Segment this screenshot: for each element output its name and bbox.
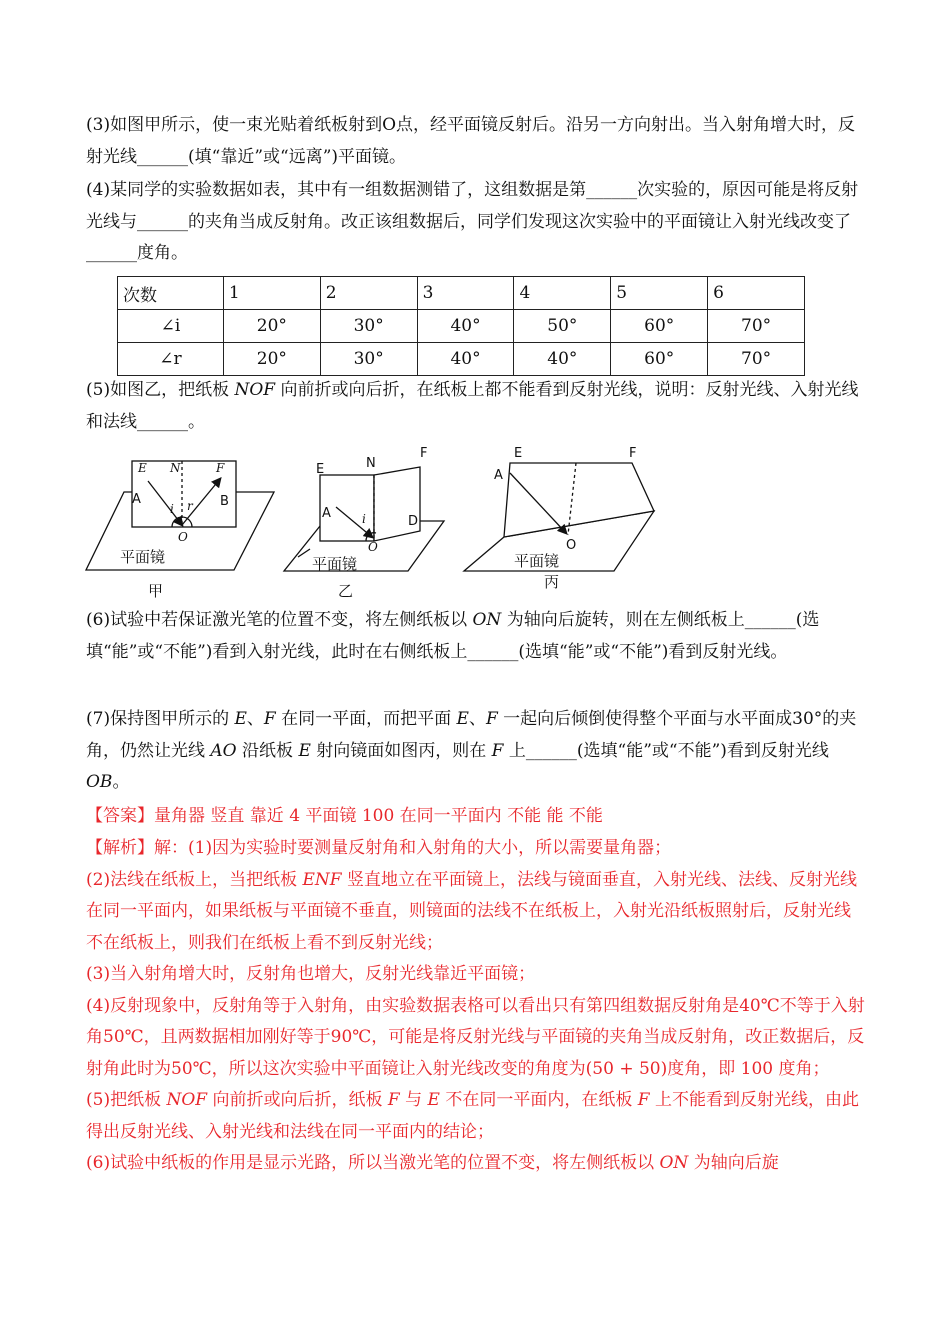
- analysis-text: (5)把纸板: [86, 1090, 167, 1110]
- label-N: N: [170, 461, 181, 475]
- q7-var: OB: [86, 772, 113, 792]
- q7-text: 、: [246, 709, 264, 729]
- q5-var: NOF: [234, 380, 276, 400]
- label-A: A: [494, 468, 503, 483]
- label-E: E: [514, 446, 523, 461]
- analysis-line-1: 【解析】解：(1)因为实验时要测量反射角和入射角的大小，所以需要量角器；: [86, 838, 672, 858]
- mirror-label: 平面镜: [312, 555, 358, 573]
- analysis-text: 向前折或向后折，纸板: [207, 1090, 388, 1110]
- table-cell: 20°: [223, 343, 320, 376]
- q7-var: F: [491, 740, 504, 761]
- table-cell: 4: [514, 277, 611, 310]
- table-cell: 50°: [514, 310, 611, 343]
- label-O: O: [368, 540, 378, 554]
- question-4: (4)某同学的实验数据如表，其中有一组数据测错了，这组数据是第______次实验的，原因可能是将反射光线与______的夹角当成反射角。改正该组数据后，同学们发现这次实验中的平面镜让入射光线改变了______度角。: [86, 180, 859, 263]
- table-cell: 70°: [708, 343, 805, 376]
- analysis-var: E: [427, 1090, 440, 1110]
- analysis-section: [86, 833, 866, 1180]
- table-row-incidence: [118, 310, 805, 343]
- table-cell: 30°: [320, 310, 417, 343]
- q6-text: (6)试验中若保证激光笔的位置不变，将左侧纸板以: [86, 610, 473, 630]
- analysis-text: 上不能看到反射光线，由此得出反射光线、入射光线和法线在同一平面内的结论；: [86, 1090, 859, 1142]
- table-cell: 70°: [708, 310, 805, 343]
- figure-jia: [86, 461, 274, 570]
- label-i: i: [170, 502, 174, 516]
- q6-text: 为轴向后旋转，则在左侧纸板上______(选填“能”或“不能”)看到入射光线，此时在右侧纸板上______(选填“能”或“不能”)看到反射光线。: [86, 610, 820, 662]
- label-E: E: [138, 461, 147, 475]
- table-cell: 6: [708, 277, 805, 310]
- mirror-label: 平面镜: [120, 548, 166, 566]
- analysis-line-5: [86, 1085, 866, 1148]
- analysis-text: 不在同一平面内，在纸板: [439, 1090, 638, 1110]
- mirror-label: 平面镜: [514, 552, 560, 570]
- table-cell: 40°: [417, 310, 514, 343]
- question-5: [86, 375, 866, 438]
- table-cell: ∠r: [118, 343, 224, 376]
- label-O: O: [178, 530, 188, 544]
- table-cell: 60°: [611, 310, 708, 343]
- answer-line: 【答案】量角器 竖直 靠近 4 平面镜 100 在同一平面内 不能 能 不能: [86, 806, 603, 826]
- analysis-text: 与: [399, 1090, 428, 1110]
- analysis-var: F: [387, 1090, 400, 1110]
- label-A: A: [322, 506, 331, 521]
- label-F: F: [216, 461, 225, 475]
- question-6: [86, 605, 866, 668]
- table-cell: 2: [320, 277, 417, 310]
- table-cell: 40°: [514, 343, 611, 376]
- label-F: F: [420, 446, 428, 461]
- analysis-line-4: (4)反射现象中，反射角等于入射角，由实验数据表格可以看出只有第四组数据反射角是40℃不等于入射角50℃，且两数据相加刚好等于90℃，可能是将反射光线与平面镜的夹角当成反射角，改正数据后，反射角此时为50℃，所以这次实验中平面镜让入射光线改变的角度为(50 + 50)度角，即 100 度角；: [86, 995, 865, 1079]
- q7-text: 、: [468, 709, 486, 729]
- analysis-var: NOF: [166, 1090, 208, 1110]
- table-cell: 60°: [611, 343, 708, 376]
- caption-bing: 丙: [544, 573, 560, 591]
- figure-svg: [84, 445, 664, 605]
- q7-var: AO: [210, 740, 237, 761]
- table-header-row: [118, 277, 805, 310]
- label-O: O: [566, 538, 577, 553]
- caption-jia: 甲: [148, 582, 164, 600]
- table-cell: 5: [611, 277, 708, 310]
- figures: [84, 445, 664, 605]
- q7-text: 上______(选填“能”或“不能”)看到反射光线: [503, 740, 829, 761]
- q7-text: 沿纸板: [236, 740, 299, 761]
- label-r: r: [187, 499, 193, 513]
- table-cell: 40°: [417, 343, 514, 376]
- q5-text: (5)如图乙，把纸板: [86, 380, 235, 400]
- question-3: (3)如图甲所示，使一束光贴着纸板射到O点，经平面镜反射后。沿另一方向射出。当入射角增大时，反射光线______(填“靠近”或“远离”)平面镜。: [86, 115, 856, 167]
- question-7: [86, 704, 866, 799]
- table-cell: ∠i: [118, 310, 224, 343]
- table-cell: 30°: [320, 343, 417, 376]
- analysis-var: ON: [659, 1153, 689, 1173]
- table-cell: 次数: [118, 277, 224, 310]
- q7-text: 。: [112, 772, 130, 792]
- analysis-text: (6)试验中纸板的作用是显示光路，所以当激光笔的位置不变，将左侧纸板以: [86, 1153, 660, 1173]
- analysis-text: 为轴向后旋: [688, 1153, 779, 1173]
- q6-var: ON: [472, 610, 502, 630]
- q7-var: E: [234, 709, 247, 729]
- analysis-line-6: [86, 1148, 866, 1180]
- q7-text: 射向镜面如图丙，则在: [310, 740, 492, 761]
- label-F: F: [629, 446, 637, 461]
- table-cell: 1: [223, 277, 320, 310]
- q5-text: 向前折或向后折，在纸板上都不能看到反射光线，说明：反射光线、入射光线和法线______。: [86, 380, 859, 432]
- analysis-line-2: [86, 865, 866, 960]
- q7-var: F: [263, 709, 276, 729]
- analysis-text: (2)法线在纸板上，当把纸板: [86, 869, 303, 890]
- analysis-var: ENF: [302, 869, 342, 890]
- table-cell: 3: [417, 277, 514, 310]
- q7-text: 一起向后倾倒使得整个平面与水平面成30°的夹角，仍然让光线: [86, 709, 857, 761]
- table-cell: 20°: [223, 310, 320, 343]
- table-row-reflection: [118, 343, 805, 376]
- analysis-line-3: (3)当入射角增大时，反射角也增大，反射光线靠近平面镜；: [86, 964, 536, 984]
- label-A: A: [132, 492, 141, 507]
- q7-var: E: [298, 740, 311, 761]
- label-B: B: [220, 494, 229, 509]
- label-E: E: [316, 462, 325, 477]
- q7-text: (7)保持图甲所示的: [86, 709, 235, 729]
- q7-text: 在同一平面，而把平面: [275, 709, 457, 729]
- q7-var: E: [456, 709, 469, 729]
- data-table: [117, 276, 805, 376]
- analysis-text: 竖直地立在平面镜上，法线与镜面垂直，入射光线、法线、反射光线在同一平面内，如果纸板与平面镜不垂直，则镜面的法线不在纸板上，入射光沿纸板照射后，反射光线不在纸板上，则我们在纸板上看不到反射光线；: [86, 869, 857, 953]
- label-i: i: [362, 512, 366, 526]
- label-D: D: [408, 514, 419, 529]
- caption-yi: 乙: [338, 582, 354, 600]
- analysis-var: F: [637, 1090, 650, 1110]
- q7-var: F: [485, 709, 498, 729]
- label-N: N: [366, 456, 376, 471]
